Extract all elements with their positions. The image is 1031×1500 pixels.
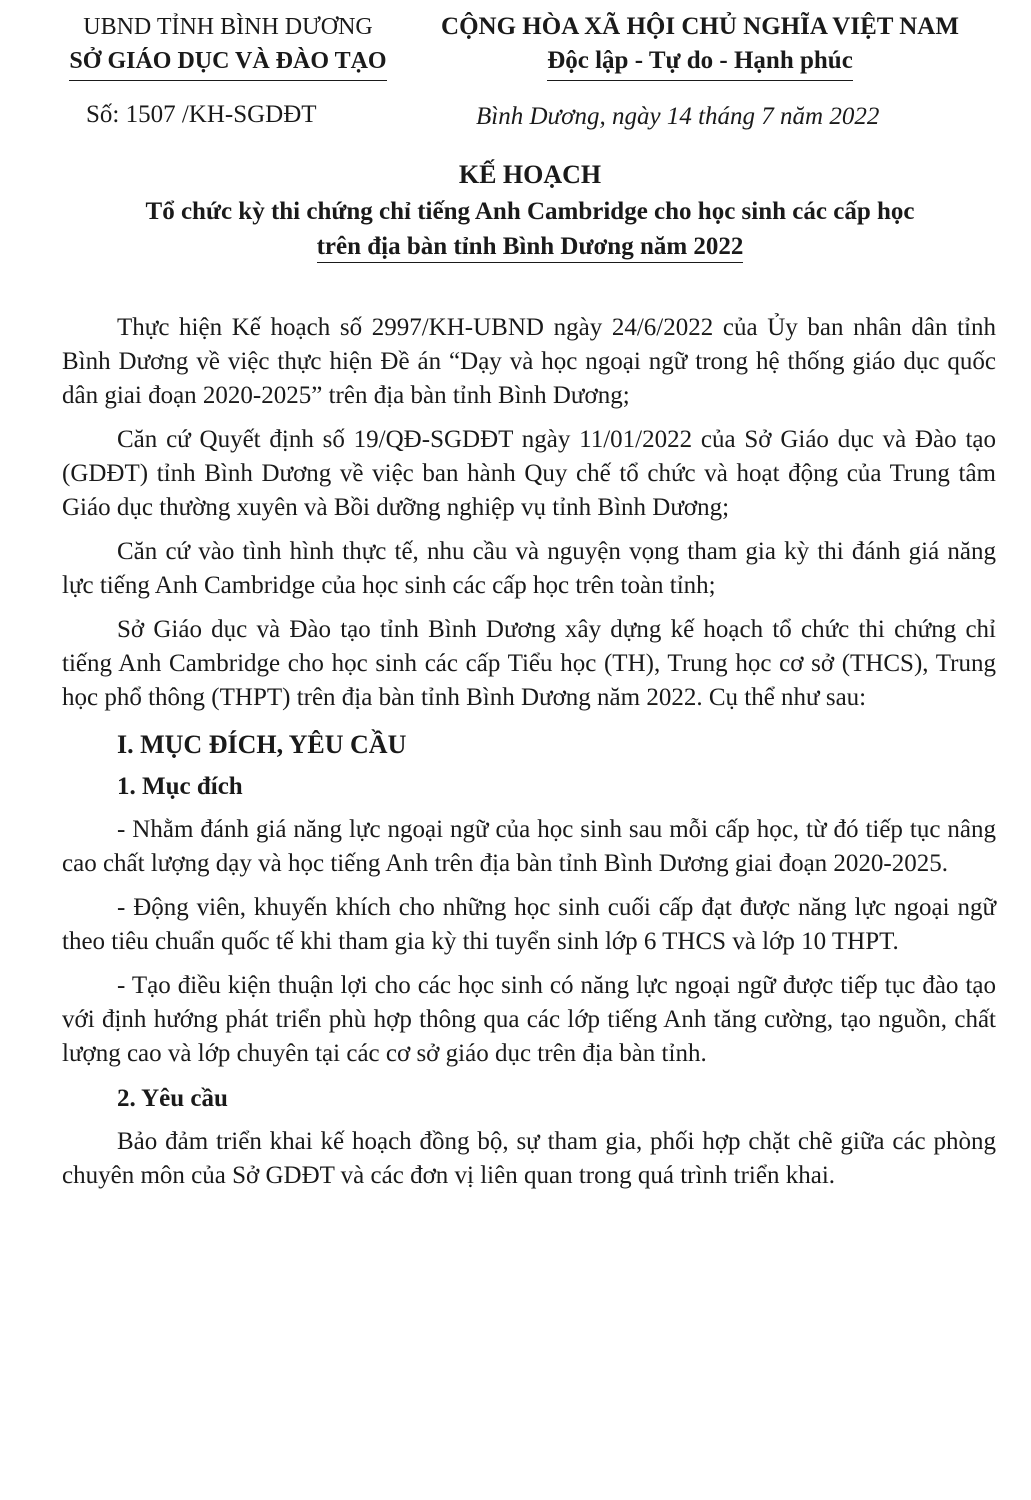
national-motto: [416, 10, 984, 81]
motto: Độc lập - Tự do - Hạnh phúc: [547, 44, 853, 81]
country-name: CỘNG HÒA XÃ HỘI CHỦ NGHĨA VIỆT NAM: [441, 13, 959, 40]
purpose-item: - Nhằm đánh giá năng lực ngoại ngữ của học sinh sau mỗi cấp học, từ đó tiếp tục nâng cao chất lượng dạy và học tiếng Anh trên địa bàn tỉnh Bình Dương giai đoạn 2020-2025.: [62, 816, 996, 877]
section-heading: I. MỤC ĐÍCH, YÊU CẦU: [117, 730, 407, 759]
document-number: Số: 1507 /KH-SGDĐT: [86, 101, 317, 128]
issuing-agency: [40, 10, 416, 81]
subsection-heading-purpose: 1. Mục đích: [117, 773, 243, 800]
subsection-heading-requirements: 2. Yêu cầu: [117, 1085, 228, 1112]
title-subtitle-line1: Tổ chức kỳ thi chứng chỉ tiếng Anh Cambridge cho học sinh các cấp học: [145, 198, 915, 225]
place-date: Bình Dương, ngày 14 tháng 7 năm 2022: [476, 103, 880, 130]
title-subtitle-line2: trên địa bàn tỉnh Bình Dương năm 2022: [317, 233, 744, 263]
agency-parent: UBND TỈNH BÌNH DƯƠNG: [83, 14, 373, 40]
purpose-item: - Tạo điều kiện thuận lợi cho các học sinh có năng lực ngoại ngữ được tiếp tục đào tạo với định hướng phát triển phù hợp thông qua các lớp tiếng Anh tăng cường, tạo nguồn, chất lượng cao và lớp chuyên tại các cơ sở giáo dục trên địa bàn tỉnh.: [62, 972, 996, 1067]
agency-name: SỞ GIÁO DỤC VÀ ĐÀO TẠO: [69, 44, 386, 81]
paragraph-basis-3: Căn cứ vào tình hình thực tế, nhu cầu và nguyện vọng tham gia kỳ thi đánh giá năng lực tiếng Anh Cambridge của học sinh các cấp học trên toàn tỉnh;: [62, 538, 996, 599]
requirements-text: Bảo đảm triển khai kế hoạch đồng bộ, sự tham gia, phối hợp chặt chẽ giữa các phòng chuyên môn của Sở GDĐT và các đơn vị liên quan trong quá trình triển khai.: [62, 1128, 996, 1189]
document-title: [60, 156, 1000, 264]
paragraph-basis-1: Thực hiện Kế hoạch số 2997/KH-UBND ngày 24/6/2022 của Ủy ban nhân dân tỉnh Bình Dương về việc thực hiện Đề án “Dạy và học ngoại ngữ trong hệ thống giáo dục quốc dân giai đoạn 2020-2025” trên địa bàn tỉnh Bình Dương;: [62, 314, 996, 409]
document-body: [62, 311, 996, 1203]
paragraph-basis-2: Căn cứ Quyết định số 19/QĐ-SGDĐT ngày 11/01/2022 của Sở Giáo dục và Đào tạo (GDĐT) tỉnh Bình Dương về việc ban hành Quy chế tổ chức và hoạt động của Trung tâm Giáo dục thường xuyên và Bồi dưỡng nghiệp vụ tỉnh Bình Dương;: [62, 426, 996, 521]
paragraph-intro: Sở Giáo dục và Đào tạo tỉnh Bình Dương xây dựng kế hoạch tổ chức thi chứng chỉ tiếng Anh Cambridge cho học sinh các cấp Tiểu học (TH), Trung học cơ sở (THCS), Trung học phổ thông (THPT) trên địa bàn tỉnh Bình Dương năm 2022. Cụ thể như sau:: [62, 616, 996, 711]
purpose-item: - Động viên, khuyến khích cho những học sinh cuối cấp đạt được năng lực ngoại ngữ theo tiêu chuẩn quốc tế khi tham gia kỳ thi tuyển sinh lớp 6 THCS và lớp 10 THPT.: [62, 894, 996, 955]
title-heading: KẾ HOẠCH: [458, 160, 602, 189]
